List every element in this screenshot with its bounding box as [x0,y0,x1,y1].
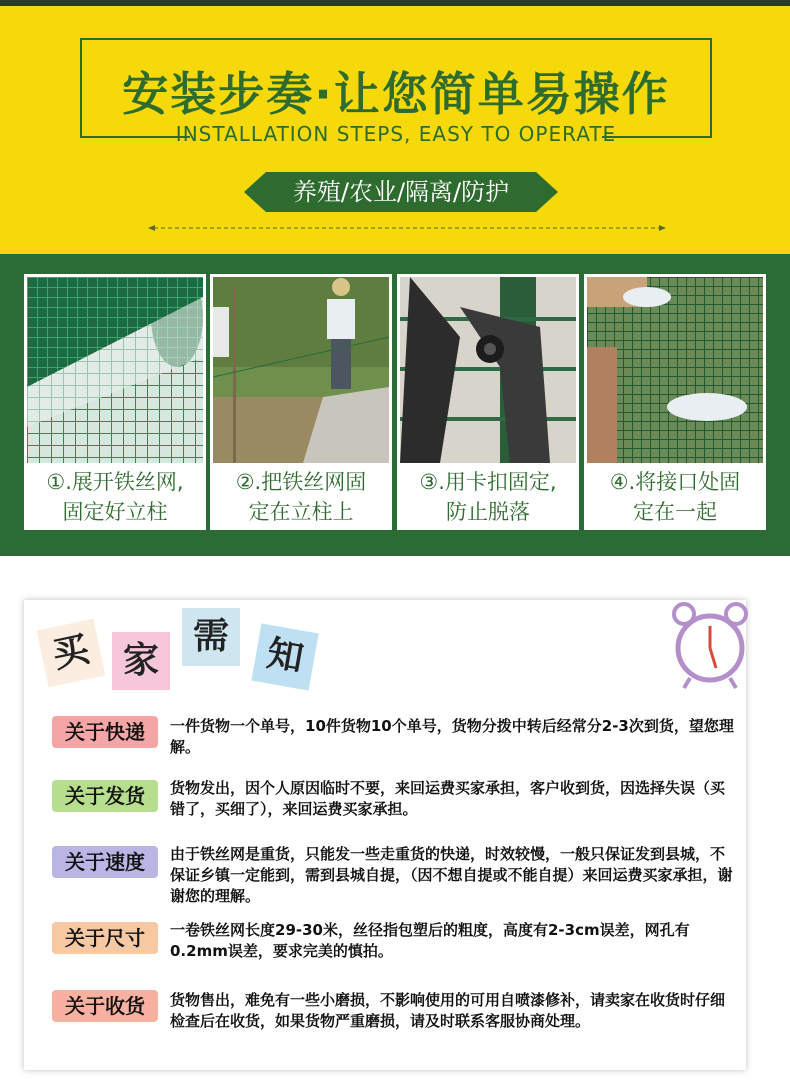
divider-arrow-line [148,224,666,232]
step-caption-4: ④.将接口处固 定在一起 [609,470,741,524]
label-shipping-express: 关于快递 [52,716,158,748]
step-caption-2: ②.把铁丝网固 定在立柱上 [235,470,367,524]
label-dispatch: 关于发货 [52,780,158,812]
notice-tile-2: 家 [112,632,170,690]
page-subtitle: INSTALLATION STEPS, EASY TO OPERATE [175,122,617,146]
alarm-clock-icon [670,598,750,690]
mesh-roll-image [27,277,203,463]
text-receiving: 货物售出，难免有一些小磨损，不影响使用的可用自喷漆修补，请卖家在收货时仔细检查后在收货，如果货物严重磨损，请及时联系客服协商处理。 [170,991,726,1030]
text-dispatch: 货物发出，因个人原因临时不要，来回运费买家承担，客户收到货，因选择失误（买错了，买细了），来回运费买家承担。 [170,779,726,818]
workers-field-image [213,277,389,463]
label-size: 关于尺寸 [52,922,158,954]
step-card-4 [584,274,766,530]
notice-tile-4: 知 [251,623,318,690]
text-shipping-express: 一件货物一个单号，10件货物10个单号，货物分拨中转后经常分2-3次到货，望您理解。 [170,717,734,756]
step-caption-3: ③.用卡扣固定, 防止脱落 [419,470,557,524]
usage-ribbon-text: 养殖/农业/隔离/防护 [292,178,510,206]
label-receiving: 关于收货 [52,990,158,1022]
step-card-1 [24,274,206,530]
notice-tile-3: 需 [182,608,240,666]
joining-mesh-image [587,277,763,463]
step-caption-1: ①.展开铁丝网, 固定好立柱 [46,470,184,524]
step-card-2 [210,274,392,530]
text-size: 一卷铁丝网长度29-30米，丝径指包塑后的粗度，高度有2-3cm误差，网孔有0.2mm误差，要求完美的慎拍。 [170,921,690,960]
clamp-tool-image [400,277,576,463]
step-card-3 [397,274,579,530]
label-speed: 关于速度 [52,846,158,878]
text-speed: 由于铁丝网是重货，只能发一些走重货的快递，时效较慢，一般只保证发到县城，不保证乡镇一定能到，需到县城自提，（因不想自提或不能自提）来回运费买家承担，谢谢您的理解。 [170,845,733,905]
usage-ribbon [244,172,558,212]
notice-tile-1: 买 [37,619,106,688]
buyer-notice-panel [24,600,746,1070]
page-title: 安装步奏·让您简单易操作 [122,67,670,121]
